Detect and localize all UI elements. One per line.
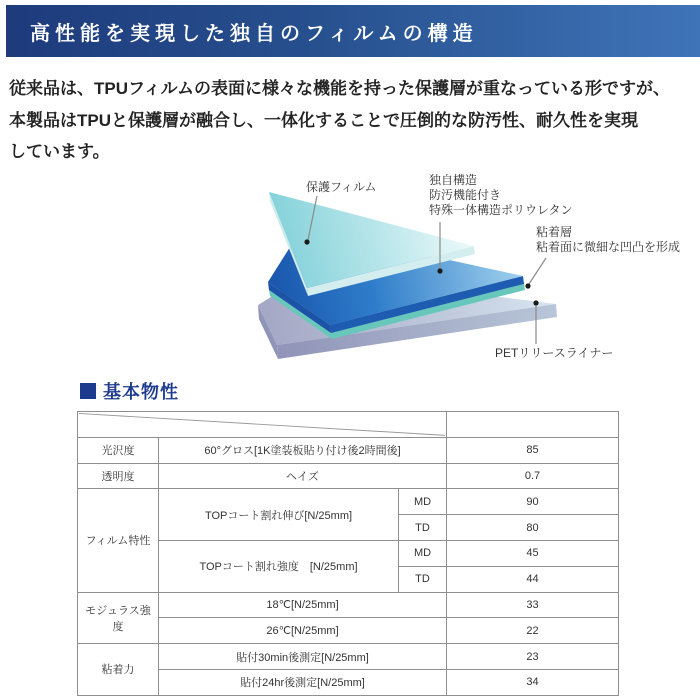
section-title: 基本物性 bbox=[103, 382, 179, 402]
property-name-cell: 透明度 bbox=[78, 463, 159, 489]
value-cell: 34 bbox=[447, 669, 619, 695]
square-bullet-icon bbox=[80, 383, 96, 399]
label-unique-structure-line-1: 独自構造 bbox=[429, 173, 478, 187]
table-row bbox=[78, 540, 619, 566]
method-cell: ヘイズ bbox=[159, 463, 447, 489]
method-cell: TOPコート割れ伸び[N/25mm] bbox=[159, 489, 399, 541]
intro-paragraph bbox=[9, 73, 697, 168]
table-row bbox=[78, 618, 619, 644]
table-header-row bbox=[78, 412, 619, 438]
diagonal-header-cell bbox=[78, 412, 447, 438]
basic-properties-table bbox=[77, 411, 619, 696]
property-name-cell: フィルム特性 bbox=[78, 489, 159, 592]
table-row bbox=[78, 669, 619, 695]
label-protective-film: 保護フィルム bbox=[306, 180, 377, 194]
direction-cell: TD bbox=[399, 515, 447, 541]
value-cell: 45 bbox=[447, 540, 619, 566]
table-row bbox=[78, 437, 619, 463]
banner-title: 高性能を実現した独自のフィルムの構造 bbox=[30, 20, 478, 45]
method-cell: 26℃[N/25mm] bbox=[159, 618, 447, 644]
value-cell: 0.7 bbox=[447, 463, 619, 489]
value-cell: 85 bbox=[447, 437, 619, 463]
label-adhesive-line-2: 粘着面に微細な凹凸を形成 bbox=[536, 240, 681, 254]
method-cell: 貼付30min後測定[N/25mm] bbox=[159, 644, 447, 670]
table-row bbox=[78, 489, 619, 515]
label-adhesive-line-1: 粘着層 bbox=[536, 225, 573, 239]
value-cell: 23 bbox=[447, 644, 619, 670]
direction-cell: MD bbox=[399, 489, 447, 515]
section-banner bbox=[6, 5, 700, 57]
pointer-dot-pet-liner bbox=[533, 300, 538, 305]
section-heading bbox=[80, 378, 179, 404]
diagonal-line bbox=[78, 412, 446, 437]
method-cell: 18℃[N/25mm] bbox=[159, 592, 447, 618]
film-structure-diagram bbox=[0, 170, 700, 382]
pointer-dot-protective-film bbox=[304, 239, 309, 244]
table-row bbox=[78, 463, 619, 489]
label-unique-structure-line-3: 特殊一体構造ポリウレタン bbox=[429, 203, 573, 217]
value-cell: 90 bbox=[447, 489, 619, 515]
value-cell: 33 bbox=[447, 592, 619, 618]
property-name-cell: 光沢度 bbox=[78, 437, 159, 463]
direction-cell: TD bbox=[399, 566, 447, 592]
label-adhesive bbox=[536, 225, 680, 255]
table-row bbox=[78, 592, 619, 618]
label-unique-structure-line-2: 防汚機能付き bbox=[429, 188, 502, 202]
pointer-line-adhesive bbox=[529, 258, 546, 284]
value-cell: 22 bbox=[447, 618, 619, 644]
intro-line-1: 従来品は、TPUフィルムの表面に様々な機能を持った保護層が重なっている形ですが、 bbox=[9, 79, 670, 98]
label-pet-liner: PETリリースライナー bbox=[495, 346, 614, 360]
value-cell: 80 bbox=[447, 515, 619, 541]
method-cell: TOPコート割れ強度 [N/25mm] bbox=[159, 540, 399, 592]
intro-line-3: しています。 bbox=[9, 142, 110, 161]
method-cell: 60°グロス[1K塗装板貼り付け後2時間後] bbox=[159, 437, 447, 463]
value-cell: 44 bbox=[447, 566, 619, 592]
direction-cell: MD bbox=[399, 540, 447, 566]
property-name-cell: モジュラス強度 bbox=[78, 592, 159, 644]
spec-table-wrap bbox=[77, 411, 619, 696]
method-cell: 貼付24hr後測定[N/25mm] bbox=[159, 669, 447, 695]
product-header-cell: ECHELON Headlight PPF bbox=[447, 412, 619, 438]
intro-line-2: 本製品はTPUと保護層が融合し、一体化することで圧倒的な防汚性、耐久性を実現 bbox=[9, 110, 638, 130]
pointer-dot-unique-structure bbox=[437, 268, 442, 273]
label-unique-structure bbox=[429, 173, 573, 218]
table-row bbox=[78, 644, 619, 670]
pointer-dot-adhesive bbox=[525, 283, 530, 288]
property-name-cell: 粘着力 bbox=[78, 644, 159, 696]
